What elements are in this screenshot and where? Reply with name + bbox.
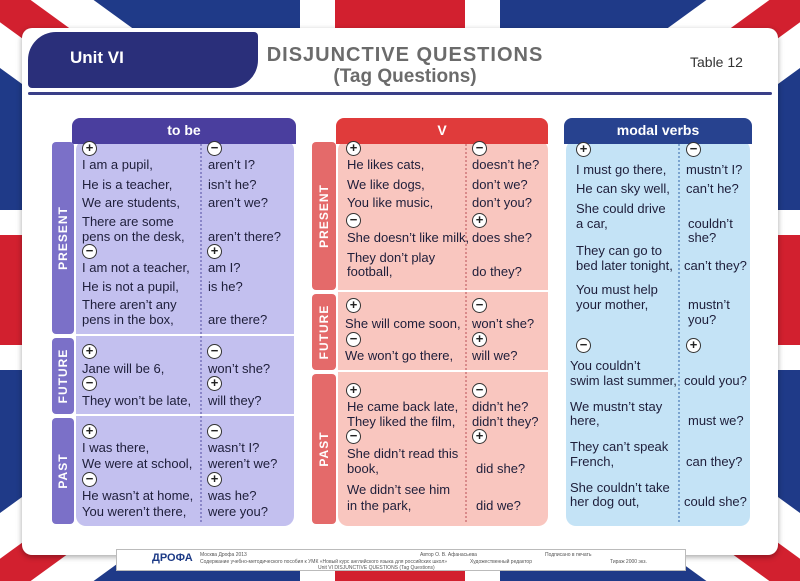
plus-sign: + xyxy=(346,383,361,398)
to-be-tag: won’t she? xyxy=(208,361,271,376)
modal-statement: They can go to xyxy=(576,243,662,258)
unit-tab xyxy=(28,32,258,88)
v-statement: We didn’t see him xyxy=(347,482,451,497)
v-statement: She will come soon, xyxy=(345,316,461,331)
minus-sign: − xyxy=(82,376,97,391)
modal-tag: you? xyxy=(688,312,717,327)
to-be-statement: We were at school, xyxy=(82,456,193,471)
modal-statement: here, xyxy=(570,413,600,428)
to-be-header: to be xyxy=(72,118,296,144)
modal-tag: could you? xyxy=(684,373,747,388)
to-be-tag-separator xyxy=(200,144,202,522)
page-title: DISJUNCTIVE QUESTIONS xyxy=(266,44,544,66)
modal-statement: French, xyxy=(570,454,615,469)
modal-statement: He can sky well, xyxy=(576,181,670,196)
to-be-divider-1 xyxy=(76,334,294,336)
to-be-tag: aren’t I? xyxy=(208,157,255,172)
to-be-future-label: FUTURE xyxy=(56,348,70,404)
v-present-label: PRESENT xyxy=(317,184,331,248)
to-be-divider-2 xyxy=(76,414,294,416)
modal-statement: We mustn’t stay xyxy=(570,399,663,414)
modal-tag: can’t he? xyxy=(686,181,739,196)
v-tag: does she? xyxy=(472,230,532,245)
minus-sign: − xyxy=(576,338,591,353)
to-be-tag: are there? xyxy=(208,312,268,327)
modal-tag: could she? xyxy=(684,494,747,509)
to-be-tag: weren’t we? xyxy=(208,456,278,471)
to-be-tag: wasn’t I? xyxy=(208,440,260,455)
to-be-tag: was he? xyxy=(208,488,257,503)
imprint-text: Unit VI DISJUNCTIVE QUESTIONS (Tag Questions) xyxy=(318,565,435,571)
modal-tag: mustn’t xyxy=(688,297,730,312)
minus-sign: − xyxy=(207,424,222,439)
modal-tag-separator xyxy=(678,144,680,522)
plus-sign: + xyxy=(207,244,222,259)
modal-statement: bed later tonight, xyxy=(576,258,673,273)
imprint-text: Автор О. В. Афанасьева xyxy=(420,552,477,558)
imprint-text: Содержание учебно-методического пособия к УМК «Новый курс английского языка для российских школ» xyxy=(200,559,448,565)
v-statement: We won’t go there, xyxy=(345,348,454,363)
modal-statement: I must go there, xyxy=(576,162,667,177)
page-subtitle: (Tag Questions) xyxy=(333,66,477,87)
to-be-tag: will they? xyxy=(208,393,262,408)
minus-sign: − xyxy=(82,244,97,259)
to-be-present-label: PRESENT xyxy=(56,206,70,270)
publisher-logo: ДРОФА xyxy=(152,552,193,564)
imprint-text: Тираж 2000 экз. xyxy=(610,559,647,565)
v-statement: They liked the film, xyxy=(347,414,456,429)
minus-sign: − xyxy=(472,383,487,398)
plus-sign: + xyxy=(346,141,361,156)
to-be-statement: pens in the box, xyxy=(82,312,174,327)
v-statement: in the park, xyxy=(347,498,412,513)
v-statement: football, xyxy=(347,264,393,279)
minus-sign: − xyxy=(472,141,487,156)
v-past-label: PAST xyxy=(317,431,331,467)
minus-sign: − xyxy=(207,344,222,359)
unit-label: Unit VI xyxy=(70,48,124,67)
v-header: V xyxy=(336,118,548,144)
to-be-statement: I was there, xyxy=(82,440,150,455)
modal-tag: she? xyxy=(688,230,717,245)
v-statement: He came back late, xyxy=(347,399,459,414)
to-be-statement: Jane will be 6, xyxy=(82,361,165,376)
to-be-tag: isn’t he? xyxy=(208,177,257,192)
minus-sign: − xyxy=(472,298,487,313)
modal-tag: couldn’t xyxy=(688,216,733,231)
to-be-statement: I am not a teacher, xyxy=(82,260,190,275)
v-tag: don’t we? xyxy=(472,177,528,192)
imprint-text: Подписано в печать xyxy=(545,552,592,558)
minus-sign: − xyxy=(346,429,361,444)
v-tag: don’t you? xyxy=(472,195,532,210)
v-tag: doesn’t he? xyxy=(472,157,540,172)
v-statement: She doesn’t like milk, xyxy=(347,230,470,245)
modal-statement: She could drive xyxy=(576,201,666,216)
to-be-statement: He is not a pupil, xyxy=(82,279,179,294)
to-be-past-label: PAST xyxy=(56,453,70,489)
minus-sign: − xyxy=(346,332,361,347)
modal-tag: mustn’t I? xyxy=(686,162,743,177)
to-be-tag: were you? xyxy=(208,504,268,519)
v-tag: won’t she? xyxy=(472,316,535,331)
plus-sign: + xyxy=(82,344,97,359)
plus-sign: + xyxy=(346,298,361,313)
v-statement: They don’t play xyxy=(347,250,436,265)
v-future-label: FUTURE xyxy=(317,304,331,360)
plus-sign: + xyxy=(472,332,487,347)
modal-tag: can they? xyxy=(686,454,743,469)
plus-sign: + xyxy=(472,429,487,444)
plus-sign: + xyxy=(207,376,222,391)
modal-header: modal verbs xyxy=(564,118,752,144)
plus-sign: + xyxy=(82,141,97,156)
v-tag: do they? xyxy=(472,264,522,279)
to-be-tag: am I? xyxy=(208,260,241,275)
imprint-text: Художественный редактор xyxy=(470,559,532,565)
header-rule xyxy=(28,92,772,95)
to-be-statement: I am a pupil, xyxy=(82,157,153,172)
minus-sign: − xyxy=(686,142,701,157)
minus-sign: − xyxy=(82,472,97,487)
to-be-tag: aren’t there? xyxy=(208,229,281,244)
minus-sign: − xyxy=(346,213,361,228)
v-statement: You like music, xyxy=(347,195,434,210)
to-be-statement: He wasn’t at home, xyxy=(82,488,194,503)
to-be-tag: is he? xyxy=(208,279,243,294)
to-be-tag: aren’t we? xyxy=(208,195,268,210)
to-be-statement: There are some xyxy=(82,214,174,229)
to-be-statement: There aren’t any xyxy=(82,297,177,312)
plus-sign: + xyxy=(82,424,97,439)
plus-sign: + xyxy=(686,338,701,353)
to-be-statement: They won’t be late, xyxy=(82,393,192,408)
v-tag: did she? xyxy=(476,461,526,476)
plus-sign: + xyxy=(576,142,591,157)
v-divider-1 xyxy=(338,290,548,292)
modal-statement: They can’t speak xyxy=(570,439,669,454)
to-be-statement: You weren’t there, xyxy=(82,504,187,519)
imprint-text: Москва Дрофа 2013 xyxy=(200,552,247,558)
plus-sign: + xyxy=(472,213,487,228)
v-tag: didn’t he? xyxy=(472,399,529,414)
modal-statement: You must help xyxy=(576,282,658,297)
v-statement: He likes cats, xyxy=(347,157,425,172)
v-tag: didn’t they? xyxy=(472,414,539,429)
modal-statement: swim last summer, xyxy=(570,373,677,388)
modal-statement: She couldn’t take xyxy=(570,480,670,495)
modal-tag: must we? xyxy=(688,413,744,428)
v-statement: book, xyxy=(347,461,379,476)
modal-statement: your mother, xyxy=(576,297,649,312)
v-statement: We like dogs, xyxy=(347,177,425,192)
v-tag: did we? xyxy=(476,498,521,513)
v-tag-separator xyxy=(465,144,467,522)
plus-sign: + xyxy=(207,472,222,487)
table-number: Table 12 xyxy=(690,54,743,70)
to-be-statement: pens on the desk, xyxy=(82,229,185,244)
modal-tag: can’t they? xyxy=(684,258,747,273)
to-be-statement: We are students, xyxy=(82,195,181,210)
modal-statement: a car, xyxy=(576,216,608,231)
modal-statement: You couldn’t xyxy=(570,358,641,373)
modal-statement: her dog out, xyxy=(570,494,640,509)
to-be-statement: He is a teacher, xyxy=(82,177,173,192)
v-tag: will we? xyxy=(472,348,518,363)
v-statement: She didn’t read this xyxy=(347,446,459,461)
v-divider-2 xyxy=(338,370,548,372)
minus-sign: − xyxy=(207,141,222,156)
